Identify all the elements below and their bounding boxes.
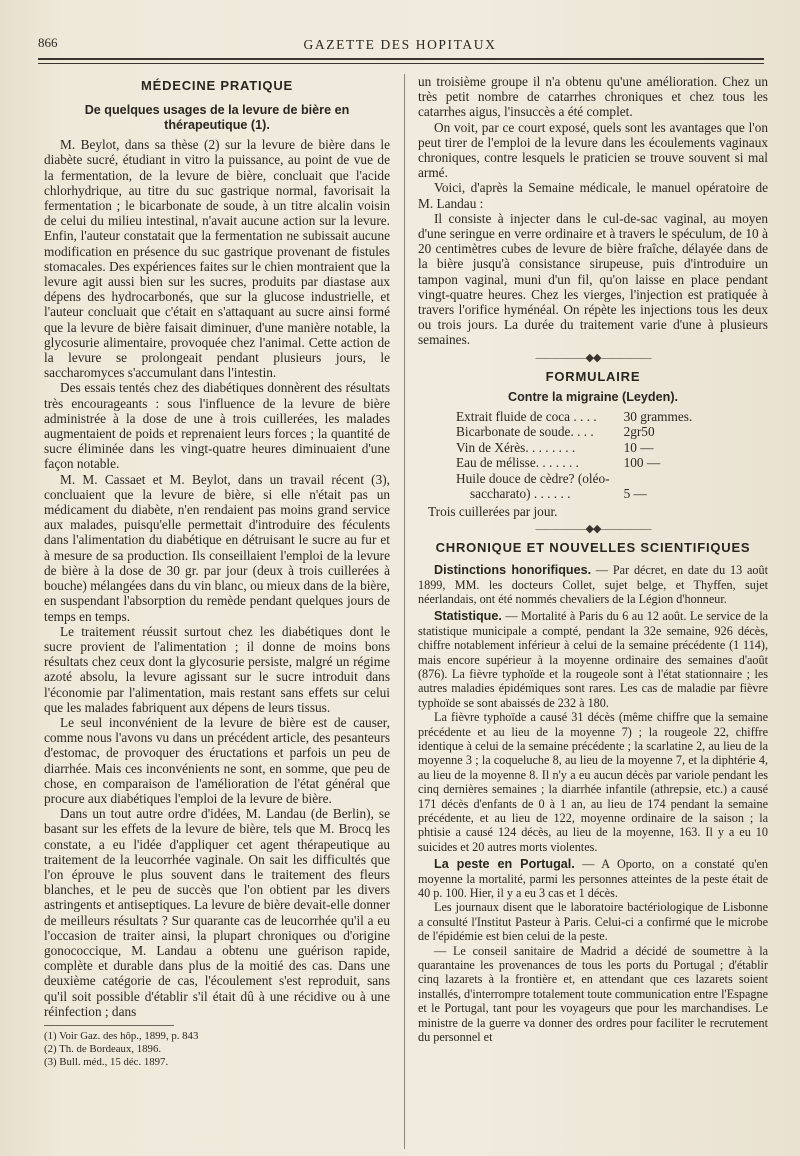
news-paragraph: — Le conseil sanitaire de Madrid a décidé de soumettre à la quarantaine les provenances de tous les ports du Portugal ; d'établir cinq lazarets à la frontière et, en attendant que ces lazarets soient installés, d'interrompre totalement toute communication entre l'Espagne et le Portugal, tant pour les voyageurs que pour les marchandises. Le ministre de la guerre va donner des ordres pour faciliter le recrutement du personnel et xyxy=(418,943,768,1045)
quantity: 10 — xyxy=(623,439,654,455)
news-item xyxy=(418,609,768,710)
column-divider xyxy=(404,74,405,1149)
recipe-row xyxy=(456,455,744,470)
footnote: (3) Bull. méd., 15 déc. 1897. xyxy=(44,1055,169,1068)
news-section xyxy=(418,563,768,1044)
paragraph: Dans un tout autre ordre d'idées, M. Landau (de Berlin), se basant sur les effets de la levure de bière, tels que M. Brocq les constate, a eu l'idée d'appliquer cet agent thérapeutique au traitement de la leucorrhée vaginale. On sait les difficultés que l'on éprouve le plus souvent dans le traitement des fleurs blanches, et le peu de succès que l'on obtient par les divers astringents et antiseptiques. La levure de bière devait-elle donner de meilleurs résultats ? Sur quarante cas de leucorrhée qu'il a eu l'occasion de traiter ainsi, la plupart chroniques ou d'origine gonococcique, M. Landau a obtenu une guérison rapide, complète et durable dans plus de la moitié des cas. Dans une deuxième catégorie de cas, l'écoulement s'est reproduit, sans qu'il soit possible d'établir s'il était dû à une récidive ou à une réinfection ; dans xyxy=(44,806,390,1019)
recipe-row xyxy=(456,424,744,439)
paragraph: Des essais tentés chez des diabétiques donnèrent des résultats très encourageants : sous l'influence de la levure de bière administrée à la dose de une à trois cuillerées, les malades augmentaient de poids et reprenaient leurs forces ; la quantité de sucre éliminée dans les vingt-quatre heures diminuaient d'une façon notable. xyxy=(44,380,390,472)
paragraph: un troisième groupe il n'a obtenu qu'une amélioration. Chez un très petit nombre de catarrhes chroniques et chez tous les catarrhes aigus, l'insuccès a été complet. xyxy=(418,74,768,120)
section-title: MÉDECINE PRATIQUE xyxy=(140,78,294,93)
separator-ornament: —————◆◆————— xyxy=(535,522,651,535)
news-heading: Statistique. xyxy=(434,609,502,624)
quantity xyxy=(610,471,744,486)
news-text: — A Oporto, on a constaté qu'en moyenne la mortalité, parmi les personnes atteintes de la peste était de 40 p. 100. Hier, il y a eu 3 cas et 1 décès. xyxy=(418,857,768,901)
footnote: (1) Voir Gaz. des hôp., 1899, p. 843 xyxy=(44,1029,199,1042)
formulaire-title: FORMULAIRE xyxy=(545,368,641,384)
header-rule-thin xyxy=(38,63,764,64)
formulaire-subtitle: Contre la migraine (Leyden). xyxy=(507,390,679,405)
chronique-title: CHRONIQUE ET NOUVELLES SCIENTIFIQUES xyxy=(435,539,751,555)
footnote: (2) Th. de Bordeaux, 1896. xyxy=(44,1042,162,1055)
ingredient: Vin de Xérès. . . . . . . . xyxy=(456,439,576,455)
article-title: De quelques usages de la levure de bière en thérapeutique (1). xyxy=(84,103,350,133)
ingredient: saccharato) . . . . . . xyxy=(470,486,571,502)
news-heading: La peste en Portugal. xyxy=(434,857,575,872)
journal-title: GAZETTE DES HOPITAUX xyxy=(303,37,497,52)
quantity: 2gr50 xyxy=(623,424,655,440)
footnote-rule xyxy=(44,1025,174,1026)
paragraph: Il consiste à injecter dans le cul-de-sac vaginal, au moyen d'une seringue en verre ordinaire et à travers le spéculum, de 10 à 20 centimètres cubes de levure de bière fraîche, délayée dans de la bière jusqu'à consistance sirupeuse, puis d'introduire un tampon vaginal, muni d'un fil, qu'on laisse en place pendant vingt-quatre heures. Chez les vierges, l'injection est pratiquée à travers l'orifice hyménéal. On répète les injections tous les deux ou trois jours. La durée du traitement varie d'une à plusieurs semaines. xyxy=(418,210,768,348)
paragraph: Le seul inconvénient de la levure de bière est de causer, comme nous l'avons vu dans un précédent article, des pesanteurs d'estomac, de provoquer des éructations et parfois un peu de diarrhée. Mais ces inconvénients ne sont, en somme, que peu de chose, en comparaison de l'amélioration de l'état général que procure aux diabétiques l'emploi de la levure de bière. xyxy=(44,714,390,806)
paragraph: Voici, d'après la Semaine médicale, le manuel opératoire de M. Landau : xyxy=(418,180,768,211)
recipe-table xyxy=(456,409,744,501)
paragraph: M. M. Cassaet et M. Beylot, dans un travail récent (3), concluaient que la levure de bière, si elle n'était pas un médicament du diabète, n'en rendaient pas moins grand service aux malades, puisqu'elle permettait d'introduire des féculents dans l'alimentation du diabétique en détruisant le sucre au fur et à mesure de sa production. Ils conseillaient l'emploi de la levure de bière à la dose de 30 gr. par jour (deux à trois cuillerées à bouche) mélangées dans du vin blanc, ou mieux dans de la bière, en suspendant l'absorption du remède pendant quelques jours de temps en temps. xyxy=(44,471,390,624)
ingredient: Extrait fluide de coca . . . . xyxy=(456,409,597,425)
quantity: 100 — xyxy=(623,455,661,471)
recipe-row xyxy=(456,486,744,501)
ingredient: Eau de mélisse. . . . . . . xyxy=(456,455,579,471)
quantity: 30 grammes. xyxy=(623,409,693,425)
left-column xyxy=(44,74,390,1069)
news-paragraph: La fièvre typhoïde a causé 31 décès (même chiffre que la semaine précédente et au lieu de la moyenne 7) ; la rougeole 22, chiffre identique à celui de la semaine précédente ; la scarlatine 2, au lieu de la moyenne 3 ; la coqueluche 8, au lieu de la moyenne 7, et la diphtérie 4, au lieu de la moyenne 8. Il n'y a eu aucun décès par variole pendant les cinq dernières semaines ; la diarrhée infantile (athrepsie, etc.) a causé 171 décès d'enfants de 0 à 1 an, au lieu de 174 pendant la semaine précédente, et au lieu de 122, moyenne ordinaire de la saison ; la phtisie a causé 124 décès, au lieu de la moyenne, 163. Il y a eu 10 suicides et 20 autres morts violentes. xyxy=(418,710,768,854)
ingredient: Bicarbonate de soude. . . . xyxy=(456,424,594,440)
separator-ornament: —————◆◆————— xyxy=(535,351,651,364)
header-rule-thick xyxy=(38,58,764,60)
news-item xyxy=(418,857,768,900)
ingredient: Huile douce de cèdre? (oléo- xyxy=(456,470,610,486)
recipe-row xyxy=(456,440,744,455)
right-column xyxy=(418,74,768,1045)
paragraph: M. Beylot, dans sa thèse (2) sur la levure de bière dans le diabète sucré, étudiant in vitro la puissance, au point de vue de la fermentation, de la levure de bière, concluait que l'acide chlorhydrique, au titre du suc gastrique normal, favorisait la fermentation ; le bicarbonate de soude, à un titre alcalin voisin de celui du milieu intestinal, n'avait aucune action sur la levure. Enfin, l'auteur constatait que la fermentation ne subissait aucune modification en présence du suc gastrique provenant de fistules stomacales. Des expériences faites sur le chien montraient que la levure agit aussi bien sur les sucres, produits par diastase aux dépens des hydrocarbonés, que sur la glucose industrielle, et l'auteur concluait que c'était en s'attaquant au sucre ainsi formé que la levure de bière faisait diminuer, d'une manière notable, la glycosurie alimentaire, provoquée chez l'animal. Cette action de la levure se prolongeait pendant plusieurs jours, le saccharomyces s'accumulant dans l'intestin. xyxy=(44,137,390,381)
news-paragraph: Les journaux disent que le laboratoire bactériologique de Lisbonne a consulté l'Institut Pasteur à Paris. Celui-ci a confirmé que le microbe de l'épidémie est bien celui de la peste. xyxy=(418,900,768,944)
dosage: Trois cuillerées par jour. xyxy=(428,503,558,519)
news-text: — Mortalité à Paris du 6 au 12 août. Le service de la statistique municipale a compté, pendant la 32e semaine, 926 décès, chiffre notablement inférieur à celui de la semaine précédente (1 114), mais encore supérieur à la moyenne ordinaire des semaines d'août (876). La fièvre typhoïde et la rougeole sont à l'état stationnaire ; les autres maladies épidémiques sont rares. Les cas de maladie par fièvre typhoïde se sont abaissés de 232 à 180. xyxy=(418,609,768,710)
quantity: 5 — xyxy=(623,486,647,502)
news-item xyxy=(418,563,768,606)
paragraph: On voit, par ce court exposé, quels sont les avantages que l'on peut tirer de l'emploi de la levure dans les écoulements vaginaux chroniques, contre lesquels le praticien se trouve souvent si mal armé. xyxy=(418,119,768,181)
page-number: 866 xyxy=(38,35,58,50)
recipe-row xyxy=(456,409,744,424)
news-heading: Distinctions honorifiques. xyxy=(434,563,592,578)
recipe-row xyxy=(456,471,744,486)
paragraph: Le traitement réussit surtout chez les diabétiques dont le sucre provient de l'alimentation ; il donne de moins bons résultats chez ceux dont la glycosurie persiste, malgré un régime azoté absolu, la levure agissant sur le sucre introduit dans l'économie par l'alimentation, mais restant sans effets sur celui que les malades fabriquent aux dépens de leurs tissus. xyxy=(44,623,390,715)
news-text: — Par décret, en date du 13 août 1899, MM. les docteurs Collet, sujet belge, et Thyffen, sujet néerlandais, ont été nommés chevaliers de la Légion d'honneur. xyxy=(418,563,768,606)
